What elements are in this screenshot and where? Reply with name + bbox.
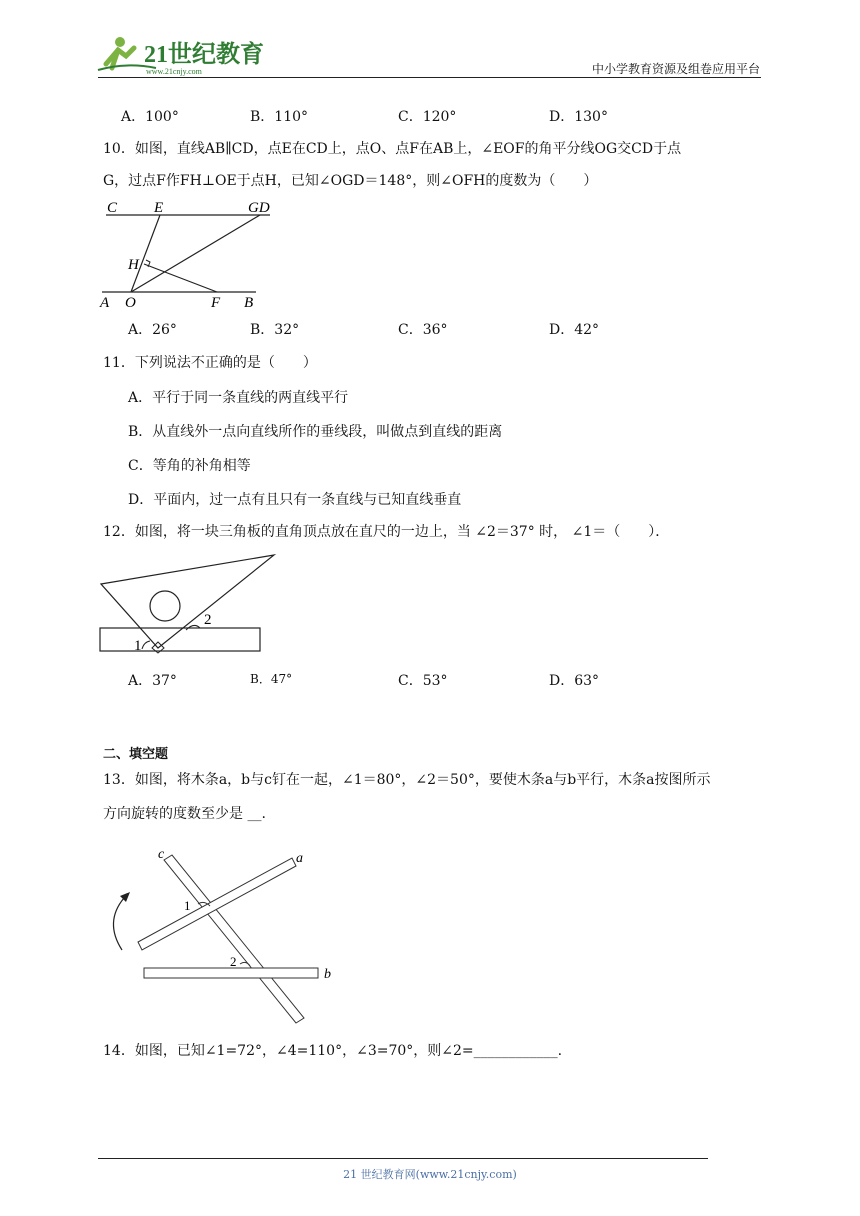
q12-option-d[interactable]: D．63° bbox=[549, 673, 600, 689]
q13-label-a: a bbox=[296, 851, 303, 866]
q14-stem: 14．如图，已知∠1=72°，∠4=110°，∠3=70°，则∠2=____________. bbox=[103, 1043, 563, 1059]
q9-option-a[interactable]: A．100° bbox=[121, 109, 179, 125]
q10-option-b[interactable]: B．32° bbox=[250, 322, 300, 338]
rotation-arrow-icon bbox=[113, 898, 124, 950]
q13-label-2: 2 bbox=[230, 954, 237, 969]
q12-option-b[interactable]: B．47° bbox=[250, 672, 293, 686]
q11-option-a[interactable]: A．平行于同一条直线的两直线平行 bbox=[128, 390, 349, 406]
q12-option-c[interactable]: C．53° bbox=[398, 673, 448, 689]
q9-option-c[interactable]: C．120° bbox=[398, 109, 457, 125]
q12-figure bbox=[98, 550, 278, 655]
q10-option-c[interactable]: C．36° bbox=[398, 322, 448, 338]
q13-label-c: c bbox=[158, 847, 165, 862]
q10-option-d[interactable]: D．42° bbox=[549, 322, 600, 338]
q10-label-c: C bbox=[107, 200, 118, 216]
q13-label-b: b bbox=[324, 967, 331, 982]
footer-divider bbox=[98, 1158, 708, 1159]
q13-stem-line1: 13．如图，将木条a，b与c钉在一起，∠1＝80°，∠2＝50°，要使木条a与b平行，木条a按图所示 bbox=[103, 772, 711, 788]
q13-label-1: 1 bbox=[184, 898, 191, 913]
q10-label-a: A bbox=[100, 295, 110, 311]
q10-label-b: B bbox=[244, 295, 254, 311]
q10-stem-line2: G，过点F作FH⊥OE于点H，已知∠OGD＝148°，则∠OFH的度数为（ ） bbox=[103, 173, 598, 189]
straight-ruler bbox=[100, 628, 260, 651]
q12-option-a[interactable]: A．37° bbox=[128, 673, 177, 689]
q10-option-a[interactable]: A．26° bbox=[128, 322, 177, 338]
q12-stem: 12．如图，将一块三角板的直角顶点放在直尺的一边上，当 ∠2＝37° 时， ∠1＝（ ）． bbox=[103, 524, 670, 540]
header-divider bbox=[98, 77, 761, 78]
stick-a bbox=[138, 858, 296, 950]
section-fill-blank-title: 二、填空题 bbox=[103, 747, 169, 762]
q13-stem-line2: 方向旋转的度数至少是 __. bbox=[103, 806, 266, 822]
q10-label-f: F bbox=[211, 295, 221, 311]
triangle-ruler bbox=[101, 555, 274, 648]
q13-figure bbox=[100, 842, 340, 1027]
stick-c bbox=[164, 855, 304, 1023]
q11-option-c[interactable]: C．等角的补角相等 bbox=[128, 458, 251, 474]
q10-label-o: O bbox=[125, 295, 136, 311]
q9-option-b[interactable]: B．110° bbox=[250, 109, 309, 125]
q10-label-gd: GD bbox=[248, 200, 270, 216]
site-logo bbox=[96, 34, 266, 76]
triangle-hole bbox=[150, 591, 180, 621]
stick-b bbox=[144, 968, 318, 978]
q10-figure bbox=[98, 197, 278, 312]
q12-label-1: 1 bbox=[134, 638, 142, 654]
logo-subtext: www.21cnjy.com bbox=[146, 67, 202, 76]
q11-option-d[interactable]: D．平面内，过一点有且只有一条直线与已知直线垂直 bbox=[128, 492, 462, 508]
q10-label-e: E bbox=[154, 200, 164, 216]
logo-text: 21世纪教育 bbox=[144, 42, 264, 68]
footer-text[interactable]: 21 世纪教育网(www.21cnjy.com) bbox=[343, 1168, 517, 1181]
q11-stem: 11．下列说法不正确的是（ ） bbox=[103, 355, 317, 371]
q12-label-2: 2 bbox=[204, 612, 212, 628]
q10-label-h: H bbox=[128, 257, 139, 273]
q11-option-b[interactable]: B．从直线外一点向直线所作的垂线段，叫做点到直线的距离 bbox=[128, 424, 503, 440]
q10-stem-line1: 10．如图，直线AB∥CD，点E在CD上，点O、点F在AB上，∠EOF的角平分线OG交CD于点 bbox=[103, 141, 682, 157]
platform-name: 中小学教育资源及组卷应用平台 bbox=[591, 62, 760, 76]
q9-option-d[interactable]: D．130° bbox=[549, 109, 608, 125]
